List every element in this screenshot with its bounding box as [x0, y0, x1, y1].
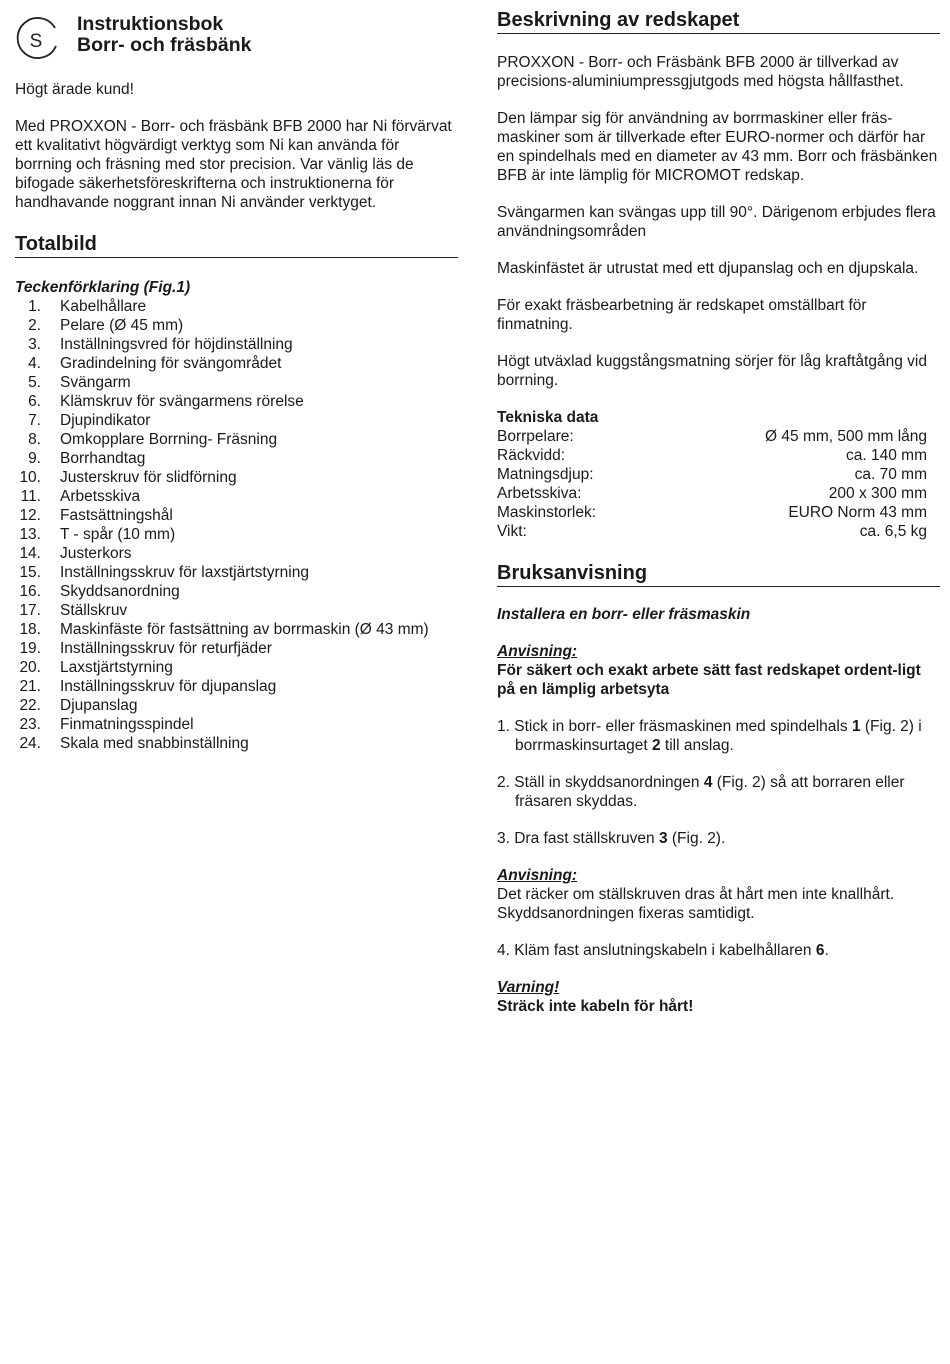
- legend-item: [15, 563, 458, 582]
- description-paragraph: PROXXON - Borr- och Fräsbänk BFB 2000 är tillverkad av precisions-aluminiumpressgjutgods med högsta hållfasthet.: [497, 54, 904, 90]
- legend-item-number: 19.: [19, 640, 41, 657]
- description-paragraph: Den lämpar sig för användning av borrmaskiner eller fräs-maskiner som är tillverkade efter EURO-normer och därför har en spindelhals med en diameter av 43 mm. Borr och fräsbänken BFB är inte lämplig för MICROMOT redskap.: [497, 110, 938, 184]
- legend-item-text: Inställningsskruv för djupanslag: [60, 678, 277, 695]
- spec-value: ca. 70 mm: [854, 466, 927, 483]
- left-column: [15, 8, 458, 753]
- legend-item-text: Skyddsanordning: [60, 583, 180, 600]
- description-paragraph: Svängarmen kan svängas upp till 90°. Därigenom erbjudes flera användningsområden: [497, 204, 936, 240]
- legend-item-number: 4.: [28, 355, 41, 372]
- legend-item-text: Djupindikator: [60, 412, 151, 429]
- legend-item-text: Svängarm: [60, 374, 131, 391]
- legend-title: Teckenförklaring (Fig.1): [15, 279, 191, 296]
- legend-item-text: Inställningsskruv för laxstjärtstyrning: [60, 564, 309, 581]
- legend-item-number: 22.: [19, 697, 41, 714]
- legend-item-number: 15.: [19, 564, 41, 581]
- legend-item: [15, 411, 458, 430]
- specs-title: Tekniska data: [497, 409, 599, 426]
- spec-value: Ø 45 mm, 500 mm lång: [765, 428, 927, 445]
- spec-label: Arbetsskiva:: [497, 485, 582, 502]
- spec-row: [497, 427, 940, 446]
- legend-item-number: 17.: [19, 602, 41, 619]
- spec-value: ca. 140 mm: [846, 447, 927, 464]
- greeting: Högt ärade kund!: [15, 81, 134, 98]
- legend-item-text: Pelare (Ø 45 mm): [60, 317, 184, 334]
- legend-item-number: 3.: [28, 336, 41, 353]
- legend-item-number: 23.: [19, 716, 41, 733]
- legend-item-text: Laxstjärtstyrning: [60, 659, 173, 676]
- legend-item-text: Omkopplare Borrning- Fräsning: [60, 431, 278, 448]
- legend-list: [15, 297, 458, 753]
- legend-item-text: Justerskruv för slidförning: [60, 469, 237, 486]
- legend-item: [15, 525, 458, 544]
- legend-item: [15, 620, 458, 639]
- legend-item-text: Klämskruv för svängarmens rörelse: [60, 393, 304, 410]
- legend-item-number: 5.: [28, 374, 41, 391]
- legend-item: [15, 373, 458, 392]
- legend-item-number: 9.: [28, 450, 41, 467]
- spec-row: [497, 465, 940, 484]
- note-label: Anvisning:: [497, 643, 578, 660]
- legend-item-number: 20.: [19, 659, 41, 676]
- spec-value: ca. 6,5 kg: [859, 523, 927, 540]
- legend-item-text: Fastsättningshål: [60, 507, 173, 524]
- document-header: [15, 8, 458, 64]
- legend-item-number: 8.: [28, 431, 41, 448]
- legend-item: [15, 468, 458, 487]
- legend-item-number: 7.: [28, 412, 41, 429]
- intro-paragraph: Med PROXXON - Borr- och fräsbänk BFB 2000 har Ni förvärvat ett kvalitativt högvärdigt verktyg som Ni kan använda för borrning och fräsning med stor precision. Var vänlig läs de bifogade säkerhetsföreskrifterna och instruktionerna för handhavande noggrant innan Ni använder verktyget.: [15, 118, 452, 211]
- legend-item-number: 2.: [28, 317, 41, 334]
- legend-item-number: 10.: [19, 469, 41, 486]
- spec-label: Maskinstorlek:: [497, 504, 597, 521]
- legend-item: [15, 658, 458, 677]
- title-line-1: Instruktionsbok: [77, 13, 224, 35]
- note-label: Anvisning:: [497, 867, 578, 884]
- section-heading-usage: Bruksanvisning: [497, 561, 940, 587]
- legend-item-number: 11.: [20, 488, 41, 505]
- legend-item-text: Inställningsvred för höjdinställning: [60, 336, 293, 353]
- legend-item-text: Gradindelning för svängområdet: [60, 355, 282, 372]
- spec-value: 200 x 300 mm: [828, 485, 927, 502]
- spec-label: Borrpelare:: [497, 428, 574, 445]
- usage-subheading: Installera en borr- eller fräsmaskin: [497, 606, 751, 623]
- step-1: 1. Stick in borr- eller fräsmaskinen med spindelhals 1 (Fig. 2) i borrmaskinsurtaget 2 till anslag.: [497, 718, 922, 754]
- legend-item: [15, 544, 458, 563]
- legend-item: [15, 696, 458, 715]
- legend-item-text: Justerkors: [60, 545, 132, 562]
- legend-item: [15, 335, 458, 354]
- description-body: [497, 53, 940, 390]
- legend-item-number: 18.: [19, 621, 41, 638]
- legend-item: [15, 506, 458, 525]
- document-title: [77, 14, 251, 56]
- legend-item: [15, 316, 458, 335]
- legend-item-text: Maskinfäste för fastsättning av borrmaskin (Ø 43 mm): [60, 621, 429, 638]
- note-text: Det räcker om ställskruven dras åt hårt men inte knallhårt. Skyddsanordningen fixeras samtidigt.: [497, 886, 895, 922]
- section-heading-description: Beskrivning av redskapet: [497, 8, 940, 34]
- legend-item: [15, 487, 458, 506]
- legend-item: [15, 639, 458, 658]
- legend-item-number: 21.: [19, 678, 41, 695]
- step-4: 4. Kläm fast anslutningskabeln i kabelhållaren 6.: [497, 942, 829, 959]
- legend-item: [15, 715, 458, 734]
- legend-item: [15, 582, 458, 601]
- legend-item-number: 24.: [19, 735, 41, 752]
- description-paragraph: Maskinfästet är utrustat med ett djupanslag och en djupskala.: [497, 260, 919, 277]
- warning-label: Varning!: [497, 979, 560, 996]
- step-2: 2. Ställ in skyddsanordningen 4 (Fig. 2) så att borraren eller fräsaren skyddas.: [497, 774, 905, 810]
- legend-item: [15, 449, 458, 468]
- legend-item-number: 12.: [19, 507, 41, 524]
- legend-item-number: 6.: [28, 393, 41, 410]
- legend-item-text: Inställningsskruv för returfjäder: [60, 640, 272, 657]
- spec-row: [497, 484, 940, 503]
- specs-table: [497, 427, 940, 541]
- legend-item-number: 16.: [19, 583, 41, 600]
- legend-item-text: Borrhandtag: [60, 450, 146, 467]
- spec-row: [497, 522, 940, 541]
- legend-item: [15, 430, 458, 449]
- legend-item: [15, 734, 458, 753]
- language-badge-letter: S: [29, 31, 43, 52]
- right-column: [497, 8, 940, 1016]
- warning-text: Sträck inte kabeln för hårt!: [497, 998, 694, 1015]
- language-badge-icon: [15, 16, 61, 62]
- description-paragraph: Högt utväxlad kuggstångsmatning sörjer för låg kraftåtgång vid borrning.: [497, 353, 927, 389]
- spec-row: [497, 503, 940, 522]
- legend-item: [15, 392, 458, 411]
- description-paragraph: För exakt fräsbearbetning är redskapet omställbart för finmatning.: [497, 297, 867, 333]
- spec-label: Vikt:: [497, 523, 527, 540]
- legend-item-text: Djupanslag: [60, 697, 138, 714]
- step-3: 3. Dra fast ställskruven 3 (Fig. 2).: [497, 830, 726, 847]
- spec-row: [497, 446, 940, 465]
- legend-item-text: Skala med snabbinställning: [60, 735, 249, 752]
- spec-value: EURO Norm 43 mm: [788, 504, 927, 521]
- legend-item-text: Arbetsskiva: [60, 488, 141, 505]
- legend-item-text: T - spår (10 mm): [60, 526, 176, 543]
- spec-label: Matningsdjup:: [497, 466, 594, 483]
- title-line-2: Borr- och fräsbänk: [77, 34, 252, 56]
- spec-label: Räckvidd:: [497, 447, 566, 464]
- legend-item-number: 1.: [28, 298, 41, 315]
- legend-item: [15, 677, 458, 696]
- legend-item-number: 13.: [19, 526, 41, 543]
- legend-item-text: Ställskruv: [60, 602, 128, 619]
- legend-item-text: Finmatningsspindel: [60, 716, 194, 733]
- section-heading-overview: Totalbild: [15, 232, 458, 258]
- legend-item-text: Kabelhållare: [60, 298, 147, 315]
- legend-item: [15, 601, 458, 620]
- legend-item: [15, 354, 458, 373]
- note-text: För säkert och exakt arbete sätt fast redskapet ordent-ligt på en lämplig arbetsyta: [497, 662, 921, 698]
- legend-item-number: 14.: [19, 545, 41, 562]
- legend-item: [15, 297, 458, 316]
